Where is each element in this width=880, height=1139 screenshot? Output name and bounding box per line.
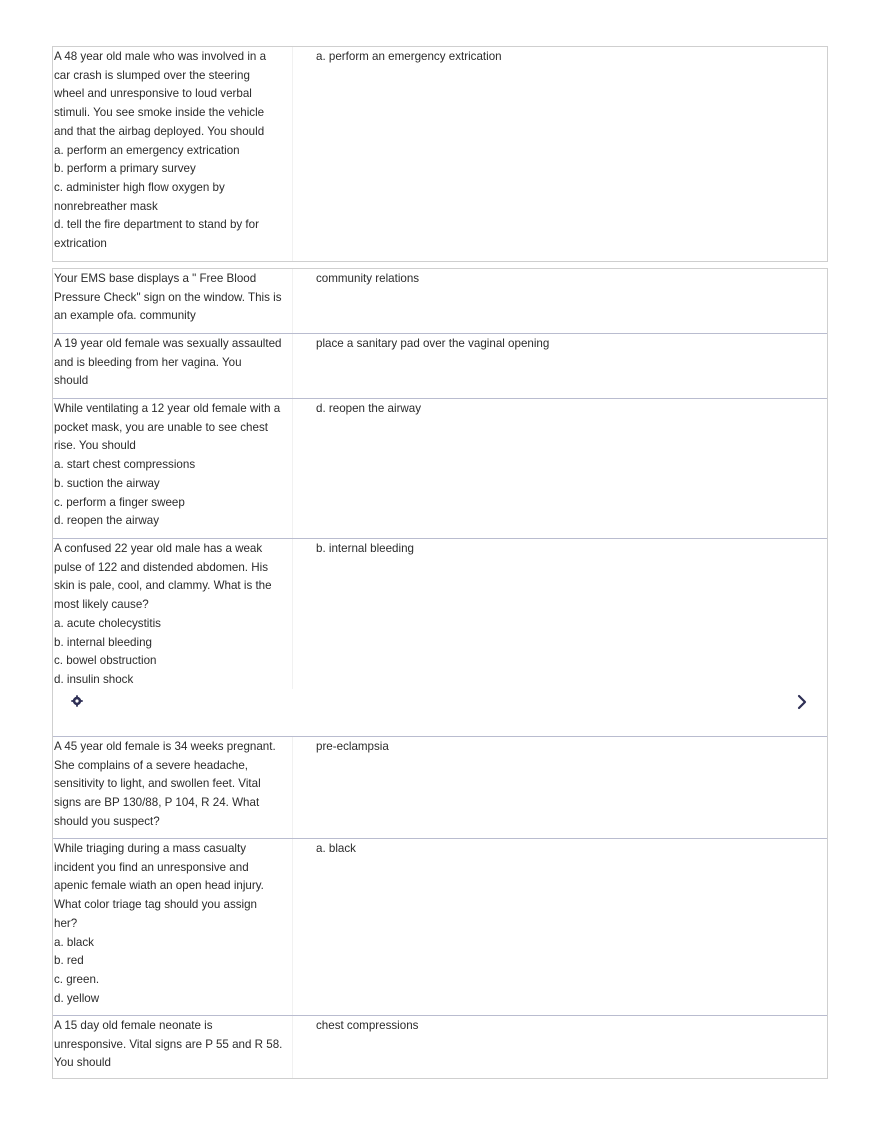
flashcard-row <box>53 47 827 261</box>
answer-cell <box>293 47 827 261</box>
question-line: a. start chest compressions <box>54 458 196 472</box>
question-line: What color triage tag should you assign <box>54 898 258 912</box>
question-line: c. administer high flow oxygen by <box>54 180 225 194</box>
question-line: b. internal bleeding <box>54 635 152 649</box>
flashcard-row <box>53 737 827 839</box>
question-line: skin is pale, cool, and clammy. What is the <box>54 579 272 593</box>
question-line: pocket mask, you are unable to see chest <box>54 420 268 434</box>
flashcard-block <box>52 268 828 1079</box>
question-line: A 45 year old female is 34 weeks pregnant. <box>54 740 276 753</box>
question-line: should you suspect? <box>54 814 160 828</box>
answer-cell <box>293 269 827 333</box>
question-line: b. perform a primary survey <box>54 162 196 176</box>
question-line: d. insulin shock <box>54 672 134 686</box>
flashcard-row <box>53 1016 827 1078</box>
question-cell <box>53 47 293 261</box>
answer-cell <box>293 1016 827 1078</box>
question-line: b. red <box>54 954 84 968</box>
question-cell <box>53 737 293 838</box>
question-cell <box>53 399 293 538</box>
question-line: sensitivity to light, and swollen feet. Vital <box>54 777 261 791</box>
question-line: a. black <box>54 935 94 949</box>
question-line: and is bleeding from her vagina. You <box>54 355 242 369</box>
question-line: d. reopen the airway <box>54 514 160 528</box>
question-line: rise. You should <box>54 439 136 453</box>
question-line: extrication <box>54 237 107 251</box>
question-line: A 15 day old female neonate is <box>54 1019 213 1032</box>
question-line: A 19 year old female was sexually assaulted <box>54 337 282 350</box>
question-cell <box>53 1016 293 1078</box>
question-line: signs are BP 130/88, P 104, R 24. What <box>54 796 260 810</box>
question-cell <box>53 334 293 398</box>
flashcard-block <box>52 46 828 262</box>
question-cell <box>53 839 293 1015</box>
answer-cell <box>293 737 827 838</box>
question-line: b. suction the airway <box>54 476 160 490</box>
question-line: A 48 year old male who was involved in a <box>54 50 267 63</box>
question-line: c. perform a finger sweep <box>54 495 185 509</box>
question-cell <box>53 269 293 333</box>
question-line: her? <box>54 916 78 930</box>
question-line: a. perform an emergency extrication <box>54 143 240 157</box>
answer-text: b. internal bleeding <box>316 542 414 555</box>
question-line: c. green. <box>54 972 100 986</box>
question-line: You should <box>54 1056 111 1070</box>
question-line: nonrebreather mask <box>54 199 158 213</box>
answer-text: pre-eclampsia <box>316 740 389 753</box>
question-cell <box>53 539 293 689</box>
question-line: and that the airbag deployed. You should <box>54 124 265 138</box>
answer-text: a. perform an emergency extrication <box>316 50 502 63</box>
question-line: She complains of a severe headache, <box>54 758 248 772</box>
flashcard-row <box>53 399 827 539</box>
answer-cell <box>293 839 827 1015</box>
question-line: d. tell the fire department to stand by for <box>54 218 259 232</box>
answer-text: a. black <box>316 842 356 855</box>
flashcard-row <box>53 334 827 399</box>
answer-text: chest compressions <box>316 1019 419 1032</box>
question-line: d. yellow <box>54 991 100 1005</box>
question-line: c. bowel obstruction <box>54 654 157 668</box>
question-line: Pressure Check" sign on the window. This is <box>54 290 282 304</box>
question-line: unresponsive. Vital signs are P 55 and R 58. <box>54 1037 283 1051</box>
question-line: pulse of 122 and distended abdomen. His <box>54 560 268 574</box>
answer-cell <box>293 399 827 538</box>
settings-gear-icon[interactable] <box>71 695 83 707</box>
answer-text: d. reopen the airway <box>316 402 422 415</box>
answer-text: place a sanitary pad over the vaginal opening <box>316 337 550 350</box>
flashcard-row <box>53 269 827 334</box>
question-line: Your EMS base displays a " Free Blood <box>54 272 257 285</box>
answer-text: community relations <box>316 272 420 285</box>
chevron-right-icon[interactable] <box>795 694 809 710</box>
card-controls <box>53 694 827 714</box>
question-line: wheel and unresponsive to loud verbal <box>54 87 252 101</box>
flashcard-row <box>53 539 827 737</box>
question-line: A confused 22 year old male has a weak <box>54 542 263 555</box>
question-line: While triaging during a mass casualty <box>54 842 247 855</box>
question-line: a. acute cholecystitis <box>54 616 161 630</box>
question-line: should <box>54 374 89 388</box>
answer-cell <box>293 334 827 398</box>
question-line: stimuli. You see smoke inside the vehicle <box>54 106 265 120</box>
question-line: incident you find an unresponsive and <box>54 860 249 874</box>
question-line: most likely cause? <box>54 598 149 612</box>
question-line: an example ofa. community <box>54 309 196 323</box>
question-line: car crash is slumped over the steering <box>54 68 250 82</box>
question-line: While ventilating a 12 year old female with a <box>54 402 281 415</box>
question-line: apenic female wiath an open head injury. <box>54 879 264 893</box>
flashcard-row <box>53 839 827 1016</box>
